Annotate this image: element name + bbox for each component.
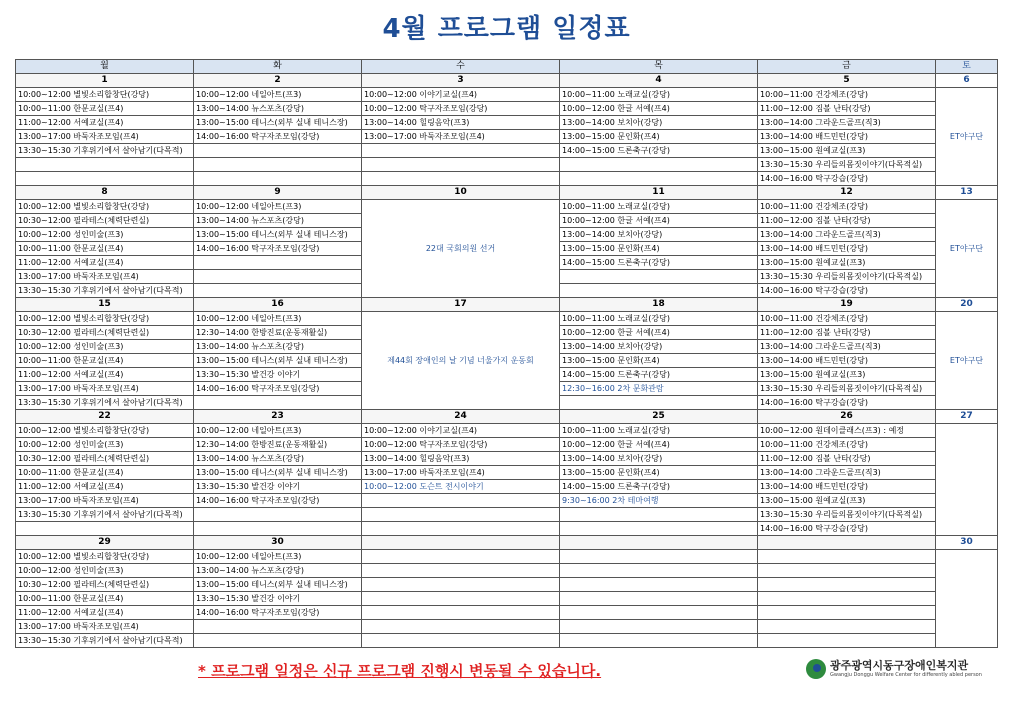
event-item [560, 284, 758, 298]
event-item [560, 172, 758, 186]
event-item: 13:00~17:00 바둑자조모임(프4) [16, 620, 194, 634]
logo-name: 광주광역시동구장애인복지관 [830, 659, 969, 672]
day-number: 4 [560, 74, 758, 88]
event-item: 13:30~15:30 우리들의몸짓이야기(다목적실) [758, 508, 936, 522]
special-event: 22대 국회의원 선거 [362, 200, 560, 298]
day-number [560, 536, 758, 550]
event-item [194, 522, 362, 536]
event-item: 13:00~14:00 그라운드골프(직3) [758, 340, 936, 354]
event-item: 13:00~14:00 그라운드골프(직3) [758, 116, 936, 130]
day-number: 2 [194, 74, 362, 88]
event-item [362, 158, 560, 172]
event-item: 11:00~12:00 짐볼 난타(강당) [758, 102, 936, 116]
event-item [560, 396, 758, 410]
event-item [560, 578, 758, 592]
event-item: 13:00~14:00 보치아(강당) [560, 228, 758, 242]
event-item: 13:00~15:00 테니스(외부 실내 테니스장) [194, 578, 362, 592]
event-item [560, 550, 758, 564]
event-item [194, 144, 362, 158]
event-item: 10:00~12:00 별빛소리합창단(강당) [16, 424, 194, 438]
event-item [194, 158, 362, 172]
event-item: 13:00~17:00 바둑자조모임(프4) [16, 382, 194, 396]
event-item: 10:00~11:00 건강체조(강당) [758, 88, 936, 102]
event-item: 10:00~12:00 네일아트(프3) [194, 200, 362, 214]
event-item: 13:00~14:00 뉴스포츠(강당) [194, 452, 362, 466]
event-item: 10:00~12:00 원데이클래스(프3) : 예정 [758, 424, 936, 438]
event-item: 13:30~15:30 기후위기에서 살아남기(다목적) [16, 508, 194, 522]
day-number: 8 [16, 186, 194, 200]
day-number: 1 [16, 74, 194, 88]
event-item: 10:00~12:00 이야기교실(프4) [362, 424, 560, 438]
page-title: 4월 프로그램 일정표 [382, 14, 631, 44]
event-item [194, 256, 362, 270]
day-number: 6 [936, 74, 998, 88]
day-number: 27 [936, 410, 998, 424]
event-item: 13:30~15:30 우리들의몸짓이야기(다목적실) [758, 158, 936, 172]
event-item: 13:00~15:00 문인화(프4) [560, 466, 758, 480]
event-item: 13:00~14:00 힐링음악(프3) [362, 452, 560, 466]
day-number: 24 [362, 410, 560, 424]
event-item [16, 172, 194, 186]
event-item: 10:00~12:00 네일아트(프3) [194, 550, 362, 564]
event-item: 14:00~16:00 탁구자조모임(강당) [194, 606, 362, 620]
event-item [194, 396, 362, 410]
event-item [560, 606, 758, 620]
event-item [194, 270, 362, 284]
event-item: 13:30~15:30 발건강 이야기 [194, 480, 362, 494]
day-number: 10 [362, 186, 560, 200]
day-number: 26 [758, 410, 936, 424]
day-number: 15 [16, 298, 194, 312]
event-item: 14:00~16:00 탁구자조모임(강당) [194, 494, 362, 508]
day-number: 30 [194, 536, 362, 550]
event-item: 13:00~17:00 바둑자조모임(프4) [16, 494, 194, 508]
event-item: 14:00~16:00 탁구강습(강당) [758, 396, 936, 410]
event-item [362, 564, 560, 578]
event-item: 14:00~15:00 드론축구(강당) [560, 480, 758, 494]
event-item: 11:00~12:00 짐볼 난타(강당) [758, 214, 936, 228]
event-item: 12:30~14:00 한방진료(운동재활실) [194, 438, 362, 452]
event-item [362, 550, 560, 564]
event-item [758, 620, 936, 634]
event-item: 10:00~11:00 건강체조(강당) [758, 200, 936, 214]
event-item: 12:30~14:00 한방진료(운동재활실) [194, 326, 362, 340]
event-item: 14:00~16:00 탁구자조모임(강당) [194, 130, 362, 144]
day-number: 20 [936, 298, 998, 312]
event-item: 11:00~12:00 서예교실(프4) [16, 116, 194, 130]
event-item [758, 634, 936, 648]
event-item: 13:00~15:00 테니스(외부 실내 테니스장) [194, 354, 362, 368]
event-item: 14:00~16:00 탁구강습(강당) [758, 522, 936, 536]
event-item: 10:00~11:00 한문교실(프4) [16, 592, 194, 606]
event-item: 13:00~15:00 테니스(외부 실내 테니스장) [194, 116, 362, 130]
event-item: 10:00~11:00 노래교실(강당) [560, 200, 758, 214]
event-item [560, 620, 758, 634]
event-item: 14:00~16:00 탁구강습(강당) [758, 284, 936, 298]
event-item: 13:00~14:00 뉴스포츠(강당) [194, 564, 362, 578]
saturday-event: ET야구단 [936, 200, 998, 298]
event-item [560, 634, 758, 648]
event-item: 13:30~15:30 기후위기에서 살아남기(다목적) [16, 396, 194, 410]
schedule-notice: * 프로그램 일정은 신규 프로그램 진행시 변동될 수 있습니다. [198, 662, 602, 680]
event-item: 13:00~14:00 배드민턴(강당) [758, 130, 936, 144]
event-item: 11:00~12:00 서예교실(프4) [16, 256, 194, 270]
event-item: 14:00~15:00 드론축구(강당) [560, 144, 758, 158]
weekday-header: 토 [936, 60, 998, 74]
weekday-header: 수 [362, 60, 560, 74]
event-item: 10:00~12:00 한글 서예(프4) [560, 326, 758, 340]
event-item: 13:00~14:00 배드민턴(강당) [758, 354, 936, 368]
day-number: 22 [16, 410, 194, 424]
event-item [758, 550, 936, 564]
special-event: 제44회 장애인의 날 기념 너울가지 운동회 [362, 312, 560, 410]
event-item: 13:00~14:00 뉴스포츠(강당) [194, 340, 362, 354]
event-item: 13:00~17:00 바둑자조모임(프4) [16, 270, 194, 284]
schedule-table [15, 59, 998, 648]
event-item: 13:00~14:00 배드민턴(강당) [758, 242, 936, 256]
event-item: 13:00~14:00 뉴스포츠(강당) [194, 102, 362, 116]
day-number: 12 [758, 186, 936, 200]
event-item: 10:00~11:00 노래교실(강당) [560, 424, 758, 438]
event-item: 13:00~14:00 보치아(강당) [560, 340, 758, 354]
event-item: 13:00~15:00 문인화(프4) [560, 130, 758, 144]
event-item: 13:00~15:00 원예교실(프3) [758, 494, 936, 508]
event-item [194, 620, 362, 634]
event-item: 13:00~15:00 원예교실(프3) [758, 256, 936, 270]
event-item [194, 284, 362, 298]
weekday-header: 금 [758, 60, 936, 74]
event-item: 10:00~12:00 성인미술(프3) [16, 438, 194, 452]
event-item: 9:30~16:00 2차 테마여행 [560, 494, 758, 508]
event-item [362, 578, 560, 592]
day-number: 9 [194, 186, 362, 200]
event-item: 10:30~12:00 필라테스(체력단련실) [16, 578, 194, 592]
event-item: 10:00~12:00 탁구자조모임(강당) [362, 438, 560, 452]
event-item: 10:00~12:00 네일아트(프3) [194, 424, 362, 438]
event-item [560, 564, 758, 578]
event-item [194, 634, 362, 648]
event-item: 13:00~15:00 원예교실(프3) [758, 144, 936, 158]
event-item [362, 144, 560, 158]
event-item [194, 508, 362, 522]
event-item [16, 522, 194, 536]
event-item [362, 508, 560, 522]
event-item [194, 172, 362, 186]
event-item [362, 522, 560, 536]
logo-mark-icon [806, 659, 826, 679]
day-number: 29 [16, 536, 194, 550]
saturday-event: ET야구단 [936, 88, 998, 186]
weekday-header: 화 [194, 60, 362, 74]
day-number [758, 536, 936, 550]
event-item [16, 158, 194, 172]
day-number: 25 [560, 410, 758, 424]
day-number: 23 [194, 410, 362, 424]
event-item: 10:00~12:00 성인미술(프3) [16, 340, 194, 354]
event-item: 10:00~12:00 도슨트 전시이야기 [362, 480, 560, 494]
event-item [560, 158, 758, 172]
saturday-event: ET야구단 [936, 312, 998, 410]
day-number: 5 [758, 74, 936, 88]
event-item: 13:00~14:00 그라운드골프(직3) [758, 466, 936, 480]
event-item: 11:00~12:00 서예교실(프4) [16, 606, 194, 620]
event-item: 13:00~14:00 그라운드골프(직3) [758, 228, 936, 242]
event-item: 10:00~12:00 한글 서예(프4) [560, 102, 758, 116]
event-item [362, 172, 560, 186]
event-item: 10:00~12:00 한글 서예(프4) [560, 438, 758, 452]
day-number: 19 [758, 298, 936, 312]
event-item: 13:00~15:00 문인화(프4) [560, 242, 758, 256]
event-item: 10:00~12:00 성인미술(프3) [16, 228, 194, 242]
event-item: 13:30~15:30 우리들의몸짓이야기(다목적실) [758, 382, 936, 396]
event-item [560, 592, 758, 606]
day-number: 18 [560, 298, 758, 312]
event-item [560, 522, 758, 536]
event-item: 13:30~15:30 발건강 이야기 [194, 592, 362, 606]
event-item [362, 592, 560, 606]
event-item: 10:00~12:00 이야기교실(프4) [362, 88, 560, 102]
day-number: 13 [936, 186, 998, 200]
event-item [362, 494, 560, 508]
event-item: 10:30~12:00 필라테스(체력단련실) [16, 326, 194, 340]
day-number: 17 [362, 298, 560, 312]
weekday-header: 목 [560, 60, 758, 74]
saturday-event [936, 550, 998, 648]
event-item: 11:00~12:00 서예교실(프4) [16, 480, 194, 494]
weekday-header: 월 [16, 60, 194, 74]
event-item: 13:00~17:00 바둑자조모임(프4) [362, 466, 560, 480]
event-item: 10:00~12:00 별빛소리합창단(강당) [16, 550, 194, 564]
event-item: 10:00~12:00 별빛소리합창단(강당) [16, 88, 194, 102]
event-item: 10:00~12:00 성인미술(프3) [16, 564, 194, 578]
event-item: 13:00~15:00 테니스(외부 실내 테니스장) [194, 466, 362, 480]
event-item: 13:00~15:00 문인화(프4) [560, 354, 758, 368]
event-item: 13:00~15:00 테니스(외부 실내 테니스장) [194, 228, 362, 242]
day-number [362, 536, 560, 550]
event-item [362, 606, 560, 620]
event-item [560, 508, 758, 522]
event-item: 10:00~12:00 탁구자조모임(강당) [362, 102, 560, 116]
event-item: 13:00~14:00 뉴스포츠(강당) [194, 214, 362, 228]
event-item: 10:00~11:00 건강체조(강당) [758, 438, 936, 452]
event-item: 10:00~11:00 한문교실(프4) [16, 466, 194, 480]
event-item [362, 634, 560, 648]
event-item: 13:00~14:00 보치아(강당) [560, 116, 758, 130]
day-number: 3 [362, 74, 560, 88]
event-item: 10:00~11:00 한문교실(프4) [16, 102, 194, 116]
event-item: 10:00~11:00 한문교실(프4) [16, 242, 194, 256]
saturday-event [936, 424, 998, 536]
event-item: 10:00~12:00 별빛소리합창단(강당) [16, 200, 194, 214]
event-item: 10:30~12:00 필라테스(체력단련실) [16, 214, 194, 228]
event-item: 10:00~11:00 노래교실(강당) [560, 312, 758, 326]
event-item: 10:00~11:00 노래교실(강당) [560, 88, 758, 102]
event-item: 14:00~15:00 드론축구(강당) [560, 368, 758, 382]
event-item: 11:00~12:00 짐볼 난타(강당) [758, 326, 936, 340]
day-number: 11 [560, 186, 758, 200]
logo-subtitle: Gwangju Donggu Welfare Center for differently abled person [830, 672, 982, 678]
event-item: 13:00~17:00 바둑자조모임(프4) [362, 130, 560, 144]
event-item: 13:00~15:00 원예교실(프3) [758, 368, 936, 382]
event-item: 10:00~12:00 한글 서예(프4) [560, 214, 758, 228]
event-item: 13:30~15:30 기후위기에서 살아남기(다목적) [16, 144, 194, 158]
event-item: 10:00~11:00 건강체조(강당) [758, 312, 936, 326]
event-item: 12:30~16:00 2차 문화관람 [560, 382, 758, 396]
event-item: 13:30~15:30 우리들의몸짓이야기(다목적실) [758, 270, 936, 284]
event-item: 10:00~12:00 별빛소리합창단(강당) [16, 312, 194, 326]
event-item: 13:30~15:30 기후위기에서 살아남기(다목적) [16, 284, 194, 298]
event-item [758, 578, 936, 592]
event-item: 14:00~15:00 드론축구(강당) [560, 256, 758, 270]
event-item: 10:00~12:00 네일아트(프3) [194, 312, 362, 326]
event-item [758, 564, 936, 578]
event-item: 11:00~12:00 서예교실(프4) [16, 368, 194, 382]
event-item: 13:00~14:00 힐링음악(프3) [362, 116, 560, 130]
event-item: 13:00~17:00 바둑자조모임(프4) [16, 130, 194, 144]
day-number: 16 [194, 298, 362, 312]
event-item: 13:00~14:00 보치아(강당) [560, 452, 758, 466]
event-item: 11:00~12:00 짐볼 난타(강당) [758, 452, 936, 466]
event-item: 13:30~15:30 기후위기에서 살아남기(다목적) [16, 634, 194, 648]
event-item: 13:00~14:00 배드민턴(강당) [758, 480, 936, 494]
event-item: 10:00~12:00 네일아트(프3) [194, 88, 362, 102]
event-item: 14:00~16:00 탁구자조모임(강당) [194, 242, 362, 256]
event-item [362, 620, 560, 634]
event-item: 10:00~11:00 한문교실(프4) [16, 354, 194, 368]
event-item [560, 270, 758, 284]
event-item: 14:00~16:00 탁구자조모임(강당) [194, 382, 362, 396]
event-item: 10:30~12:00 필라테스(체력단련실) [16, 452, 194, 466]
event-item [758, 606, 936, 620]
event-item [758, 592, 936, 606]
org-logo [806, 657, 996, 683]
day-number: 30 [936, 536, 998, 550]
event-item: 13:30~15:30 발건강 이야기 [194, 368, 362, 382]
event-item: 14:00~16:00 탁구강습(강당) [758, 172, 936, 186]
